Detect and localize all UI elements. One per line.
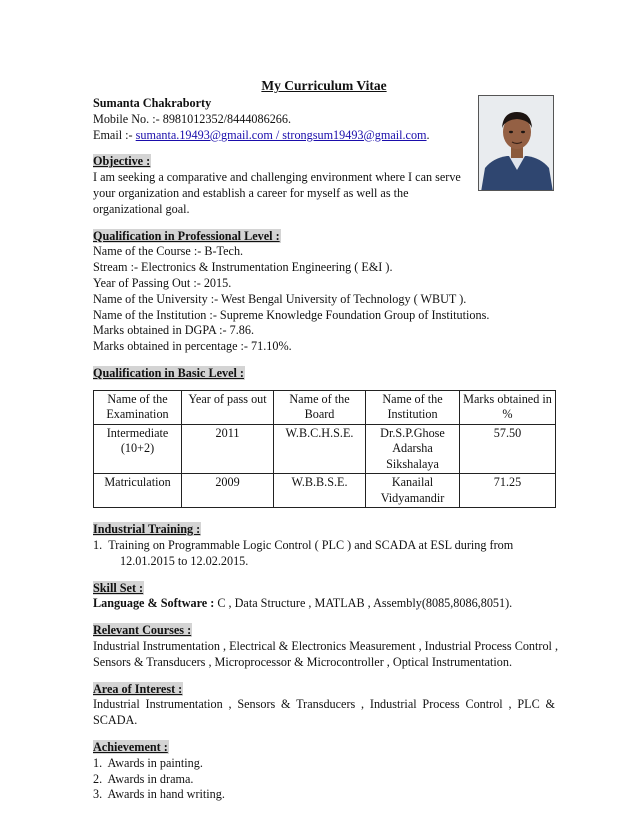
candidate-name: Sumanta Chakraborty bbox=[93, 96, 212, 110]
email-line bbox=[93, 128, 555, 144]
basic-qualification-table bbox=[93, 390, 556, 509]
courses-line: Sensors & Transducers , Microprocessor & Microcontroller , Optical Instrumentation. bbox=[93, 654, 513, 669]
mobile-number: Mobile No. :- 8981012352/8444086266. bbox=[93, 111, 292, 126]
resume-document bbox=[93, 78, 559, 803]
institution: Name of the Institution :- Supreme Knowledge Foundation Group of Institutions. bbox=[93, 307, 490, 322]
course-name: Name of the Course :- B-Tech. bbox=[93, 244, 244, 259]
interest-line: SCADA. bbox=[93, 713, 138, 728]
table-header-cell: Name of the Board bbox=[274, 390, 366, 424]
university: Name of the University :- West Bengal University of Technology ( WBUT ). bbox=[93, 291, 467, 306]
table-cell: 2011 bbox=[182, 424, 274, 474]
table-row bbox=[94, 424, 556, 474]
training-text: Training on Programmable Logic Control ( PLC ) and SCADA at ESL during from bbox=[108, 538, 514, 553]
table-cell: 57.50 bbox=[460, 424, 556, 474]
list-number: 1. bbox=[93, 538, 103, 553]
table-header-cell: Name of the Examination bbox=[94, 390, 182, 424]
table-cell: Matriculation bbox=[94, 474, 182, 508]
skills-label: Language & Software : bbox=[93, 596, 215, 611]
table-header-row bbox=[94, 390, 556, 424]
achievement-item: 1. Awards in painting. bbox=[93, 755, 203, 770]
email-link[interactable]: sumanta.19493@gmail.com / strongsum19493@gmail.com bbox=[135, 127, 427, 142]
table-cell: Kanailal Vidyamandir bbox=[366, 474, 460, 508]
professional-qualification-heading: Qualification in Professional Level : bbox=[93, 228, 280, 243]
skill-set-heading: Skill Set : bbox=[93, 580, 144, 595]
dgpa: Marks obtained in DGPA :- 7.86. bbox=[93, 323, 255, 338]
area-of-interest-heading: Area of Interest : bbox=[93, 681, 183, 696]
table-cell: 2009 bbox=[182, 474, 274, 508]
table-cell: Intermediate (10+2) bbox=[94, 424, 182, 474]
table-header-cell: Year of pass out bbox=[182, 390, 274, 424]
objective-line: your organization and establish a career for myself as well as the bbox=[93, 185, 409, 200]
interest-line: Industrial Instrumentation , Sensors & Transducers , Industrial Process Control , PLC & bbox=[93, 697, 555, 712]
skills-line bbox=[93, 596, 555, 612]
table-cell: W.B.C.H.S.E. bbox=[274, 424, 366, 474]
relevant-courses-heading: Relevant Courses : bbox=[93, 623, 192, 638]
table-cell: Dr.S.P.Ghose Adarsha Sikshalaya bbox=[366, 424, 460, 474]
achievement-item: 3. Awards in hand writing. bbox=[93, 787, 225, 802]
skills-value: C , Data Structure , MATLAB , Assembly(8085,8086,8051). bbox=[214, 596, 513, 611]
email-suffix: . bbox=[426, 127, 430, 142]
passing-year: Year of Passing Out :- 2015. bbox=[93, 275, 232, 290]
table-cell: 71.25 bbox=[460, 474, 556, 508]
achievement-item: 2. Awards in drama. bbox=[93, 771, 194, 786]
percentage: Marks obtained in percentage :- 71.10%. bbox=[93, 339, 292, 354]
email-label: Email :- bbox=[93, 127, 136, 142]
table-row bbox=[94, 474, 556, 508]
objective-line: organizational goal. bbox=[93, 201, 190, 216]
achievement-heading: Achievement : bbox=[93, 740, 168, 755]
table-header-cell: Name of the Institution bbox=[366, 390, 460, 424]
industrial-training-heading: Industrial Training : bbox=[93, 522, 201, 537]
objective-heading: Objective : bbox=[93, 154, 151, 169]
stream: Stream :- Electronics & Instrumentation Engineering ( E&I ). bbox=[93, 260, 393, 275]
basic-qualification-heading: Qualification in Basic Level : bbox=[93, 365, 244, 380]
page-title: My Curriculum Vitae bbox=[261, 78, 387, 93]
courses-line: Industrial Instrumentation , Electrical & Electronics Measurement , Industrial Process Control , bbox=[93, 639, 559, 654]
objective-line: I am seeking a comparative and challenging environment where I can serve bbox=[93, 170, 461, 185]
training-item bbox=[93, 538, 555, 554]
training-dates: 12.01.2015 to 12.02.2015. bbox=[120, 553, 249, 568]
table-cell: W.B.B.S.E. bbox=[274, 474, 366, 508]
table-header-cell: Marks obtained in % bbox=[460, 390, 556, 424]
